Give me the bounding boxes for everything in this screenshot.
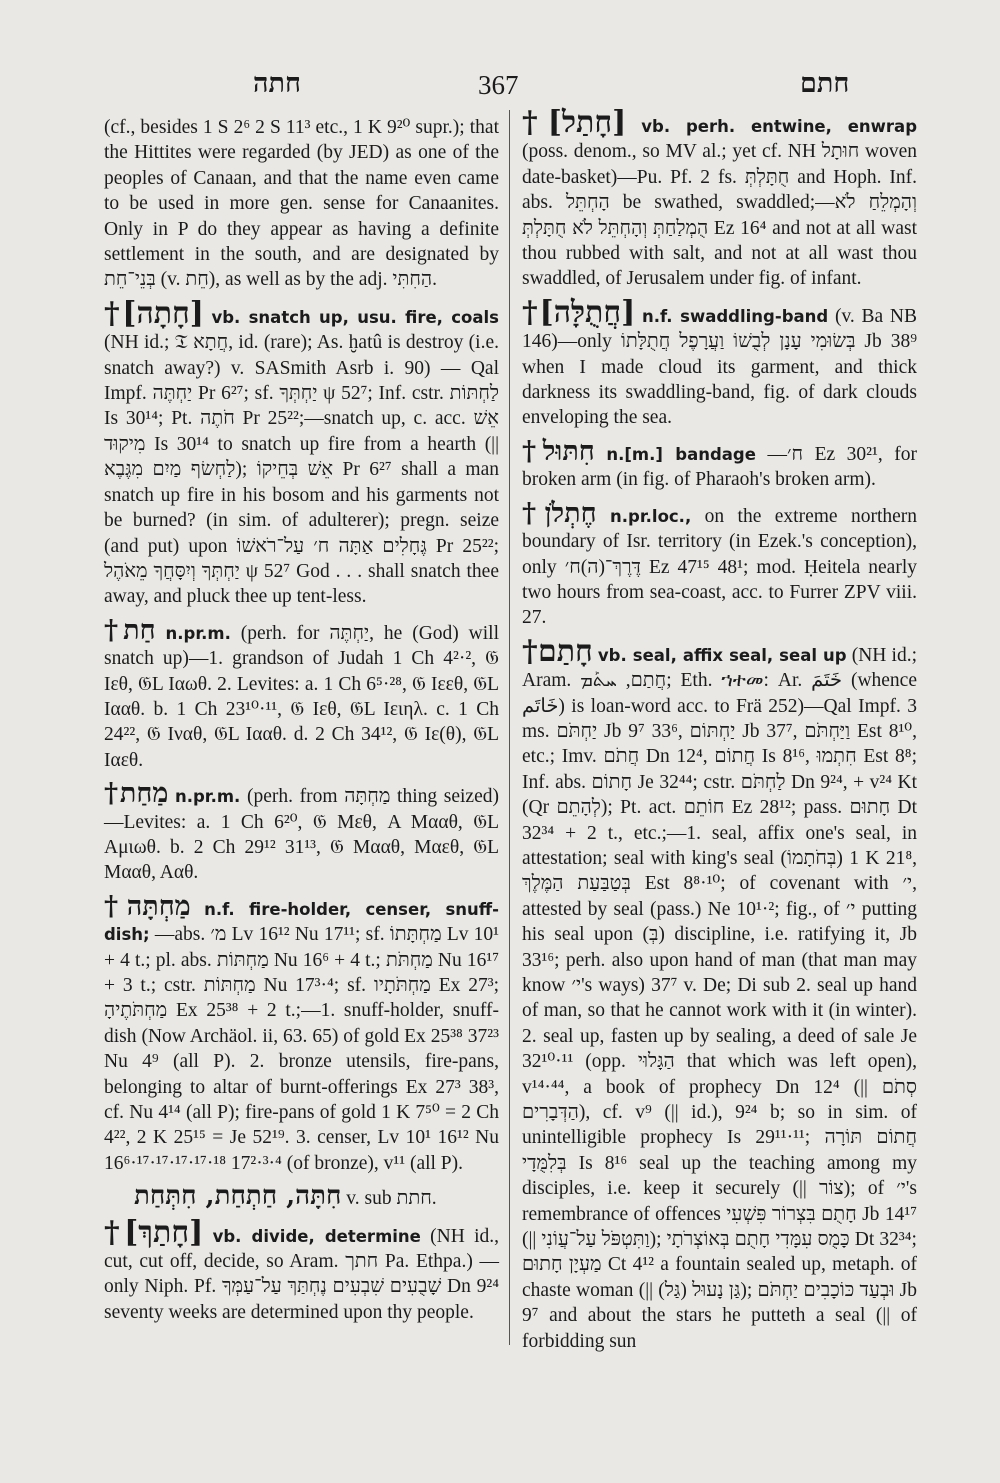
continuation-text: (cf., besides 1 S 2⁶ 2 S 11³ etc., 1 K 9²⁰ supr.); that the Hittites were regarded (by JED) as one of the peoples of Canaan, and that the name even came to be used in more gen. sense for Canaanites. Only in P do they appear as having a definite settlement in the south, and are designated by בְּנֵי־חֵת (v. חֵת), as well as by the adj. הַחִתִּי. <box>104 117 499 291</box>
entry-headword: †[חָתָה] <box>104 295 204 331</box>
entry-label: vb. snatch up, usu. fire, coals <box>211 307 500 327</box>
entry-text: (NH id.; Aram. חֲתַם, ܚܬܰܡ; Eth. ኀተመ: Ar. خَتَمَ (whence خَاتَم) is loan-word acc. to Frä 252)—Qal Impf. 3 ms. יַחְתֹּם Jb 9⁷ 33⁶, יַחְתּוֹם Jb 37⁷, וַיַּחְתֹּם Est 8¹⁰, etc.; Imv. חֲתֹם Dn 12⁴, חֲתוֹם Is 8¹⁶, חִתְמוּ Est 8⁸; Inf. abs. חָתוֹם Je 32⁴⁴; cstr. לַחְתֹּם Dn 9²⁴, + v²⁴ Kt (Qr לְהָתֵם); Pt. act. חוֹתֵם Ez 28¹²; pass. חָתוּם Dt 32³⁴ + 2 t., etc.;—1. seal, affix one's seal, in attestation; seal with king's seal (בְּחֹתָמוֹ) 1 K 21⁸, בְּטַבַּעַת הַמֶּלֶךְ Est 8⁸·¹⁰; of covenant with י׳, attested by seal (pass.) Ne 10¹·²; fig., of י׳ putting his seal upon (בְּ) discipline, i.e. ratifying it, Jb 33¹⁶; perh. also upon hand of man (that man may know י׳'s ways) 37⁷ v. De; Di sub 2. seal up hand of man, so that he cannot work with it (in winter). 2. seal up, fasten up by sealing, a deed of sale Je 32¹⁰·¹¹ (opp. הַגָּלוּי that which was left open), v¹⁴·⁴⁴, a book of prophecy Dn 12⁴ (|| סְתֹם הַדְּבָרִים), cf. v⁹ (|| id.), 9²⁴ b; so in sim. of unintelligible prophecy Is 29¹¹·¹¹; חֲתוֹם תּוֹרָה בְּלִמֻּדָי Is 8¹⁶ seal up the teaching among my disciples, i.e. keep it securely (|| צוֹר); of י׳'s remembrance of offences חָתֻם בִּצְרוֹר פִּשְׁעִי Jb 14¹⁷ (|| וַתִּטְפֹּל עַל־עֲוֹנִי); כָּמֻס עִמָּדִי חָתֻם בְּאוֹצְרֹתָי Dt 32³⁴; מַעְיָן חָתוּם Ct 4¹² a fountain sealed up, metaph. of chaste woman (|| גַּן נָעוּל (גַּל)); וּבְעַד כּוֹכָבִים יַחְתֹּם Jb 9⁷ and about the stars he putteth a seal (|| of forbidding sun <box>522 644 918 1352</box>
entry-text: v. sub חתת. <box>346 1188 437 1210</box>
entry-label: n.pr.m. <box>165 623 231 643</box>
entry-label: n.f. swaddling-band <box>642 306 829 326</box>
entry-chatullah <box>522 294 918 431</box>
entry-chatah <box>104 295 500 610</box>
entry-headword: †חָתַם <box>522 633 593 669</box>
entry-machat <box>104 778 499 886</box>
entry-text: (v. Ba NB 146)—only בְּשׂוּמִי עָנָן לְבֻשׁוֹ וַעֲרָפֶל חֲתֻלָּתוֹ Jb 38⁹ when I made cloud its garment, and thick darkness its swaddling-band, fig. of dark clouds enveloping the sea. <box>522 305 918 429</box>
entry-label: vb. seal, affix seal, seal up <box>597 645 847 665</box>
left-column <box>104 115 499 1333</box>
entry-text: (perh. for יַחְתֶּה, he (God) will snatch up)—1. grandson of Judah 1 Ch 4²·², 𝔊 Ιεθ, 𝔊L Ιαωθ. 2. Levites: a. 1 Ch 6⁵·²⁸, 𝔊 Ιεεθ, 𝔊L Ιααθ. b. 1 Ch 23¹⁰·¹¹, 𝔊 Ιεθ, 𝔊L Ιειηλ. c. 1 Ch 24²², 𝔊 Ιναθ, 𝔊L Ιααθ. d. 2 Ch 34¹², 𝔊 Ιε(θ), 𝔊L Ιαεθ. <box>104 622 500 771</box>
entry-headword: †חַת <box>104 614 156 646</box>
entry-headword: †מַחְתָּה <box>104 890 191 922</box>
entry-headword: †[חָתַךְ] <box>104 1214 204 1250</box>
entry-text: —abs. מ׳ Lv 16¹² Nu 17¹¹; sf. מַחְתָּתוֹ Lv 10¹ + 4 t.; pl. abs. מַחְתּוֹת Nu 16⁶ + 4 t.; מַחְתֹּת Nu 16¹⁷ + 3 t.; cstr. מַחְתּוֹת Nu 17³·⁴; sf. מַחְתֹּתָיו Ex 27³; מַחְתֹּתֶיהָ Ex 25³⁸ + 2 t.;—1. snuff-holder, snuff-dish (Now Archäol. ii, 63. 65) of gold Ex 25³⁸ 37²³ Nu 4⁹ (all P). 2. bronze utensils, fire-pans, belonging to altar of burnt-offerings Ex 27³ 38³, cf. Nu 4¹⁴ (all P); fire-pans of gold 1 K 7⁵⁰ = 2 Ch 4²², 2 K 25¹⁵ = Je 52¹⁹. 3. censer, Lv 10¹ 16¹² Nu 16⁶·¹⁷·¹⁷·¹⁷·¹⁷·¹⁸ 17²·³·⁴ (of bronze), v¹¹ (all P). <box>104 924 500 1174</box>
column-divider <box>509 110 510 1345</box>
entry-label: n.pr.loc., <box>610 506 692 526</box>
right-running-head: חתם <box>800 68 850 99</box>
entry-chittul <box>522 435 918 493</box>
entry-label: n.[m.] bandage <box>606 444 756 464</box>
entry-chetlon <box>522 497 918 631</box>
entry-headword: †חֶתְלֹן <box>522 497 597 529</box>
entry-machtah <box>104 890 500 1176</box>
entry-label: n.pr.m. <box>174 787 241 807</box>
entry-chat <box>104 614 500 773</box>
entry-label: vb. perh. entwine, enwrap <box>641 117 918 136</box>
left-running-head: חתה <box>253 68 301 99</box>
entry-text: (perh. from מַחְתָּה thing seized)—Levites: a. 1 Ch 6²⁰, 𝔊 Μεθ, A Μααθ, 𝔊L Αμιωθ. b. 2 Ch 29¹² 31¹³, 𝔊 Μααθ, Μαεθ, 𝔊L Μααθ, Ααθ. <box>104 786 499 884</box>
entry-headword: †[חֲתֻלָּה] <box>522 294 636 330</box>
page-number: 367 <box>478 70 519 100</box>
entry-chatakh <box>104 1214 500 1326</box>
entry-headword: †חִתּוּל <box>522 435 595 467</box>
entry-chatal <box>522 105 918 292</box>
entry-text: on the extreme northern boundary of Isr. territory (in Ezek.'s conception), only דֶּרֶךְ־(ה)ח׳ Ez 47¹⁵ 48¹; mod. Ḥeitela nearly two hours from sea-coast, acc. to Furrer ZPV viii. 27. <box>522 505 918 629</box>
entry-chatam <box>522 633 918 1354</box>
entry-headword: חִתָּה, חַתְחַת, חִתְּחַת <box>134 1181 342 1212</box>
entry-text: (NH id.; 𝔗 חֲתָא, id. (rare); As. ḫatû is destroy (i.e. snatch away?) v. SASmith Asrb i. 90) — Qal Impf. יַחְתֶּה Pr 6²⁷; sf. יַחְתְּךָ ψ 52⁷; Inf. cstr. לַחְתּוֹת Is 30¹⁴; Pt. חֹתֶה Pr 25²²;—snatch up, c. acc. אֵשׁ מִיקוּד Is 30¹⁴ to snatch up fire from a hearth (|| לַחְשׂף מַיִם מִגֶּבֶא); אֵשׁ בְּחֵיקוֹ Pr 6²⁷ shall a man snatch up fire in his bosom and his garments not be burned? (in sim. of adulterer); pregn. seize (and put) upon גֶּחָלִים אַתָּה ח׳ עַל־רֹאשׁוֹ Pr 25²²; יַחְתְּךָ וְיִסָּחֲךָ מֵאֹהֶל ψ 52⁷ God . . . shall snatch thee away, and pluck thee up tent-less. <box>104 332 500 608</box>
right-column <box>522 105 918 1362</box>
entry-label: vb. divide, determine <box>212 1226 421 1246</box>
entry-cross-reference <box>104 1181 499 1212</box>
entry-label: n.f. fire-holder, censer, snuff-dish; <box>104 899 500 945</box>
entry-text: (poss. denom., so MV al.; yet cf. NH חוּתָל woven date-basket)—Pu. Pf. 2 fs. חֻתָּלְתְּ and Hoph. Inf. abs. הָחְתֵּל be swathed, swaddled;—וְהָמְלֵחַ לֹא הֻמְלַחַתְּ וְהָחְתֵּל לֹא חֻתָּלְתְּ Ez 16⁴ and not at all wast thou rubbed with salt, and not at all wast thou swaddled, of Jerusalem under fig. of infant. <box>522 141 917 290</box>
entry-text: (NH id., cut, cut off, decide, so Aram. חתך Pa. Ethpa.) — only Niph. Pf. שָׁבֻעִים שִׁבְעִים נֶחְתַּךְ עַל־עַמְּךָ Dn 9²⁴ seventy weeks are determined upon thy people. <box>104 1225 500 1323</box>
entry-headword: †מַחַת <box>104 778 169 810</box>
entry-text: —ח׳ Ez 30²¹, for broken arm (in fig. of Pharaoh's broken arm). <box>522 443 918 491</box>
entry-headword: †[חָתַל] <box>522 105 627 140</box>
